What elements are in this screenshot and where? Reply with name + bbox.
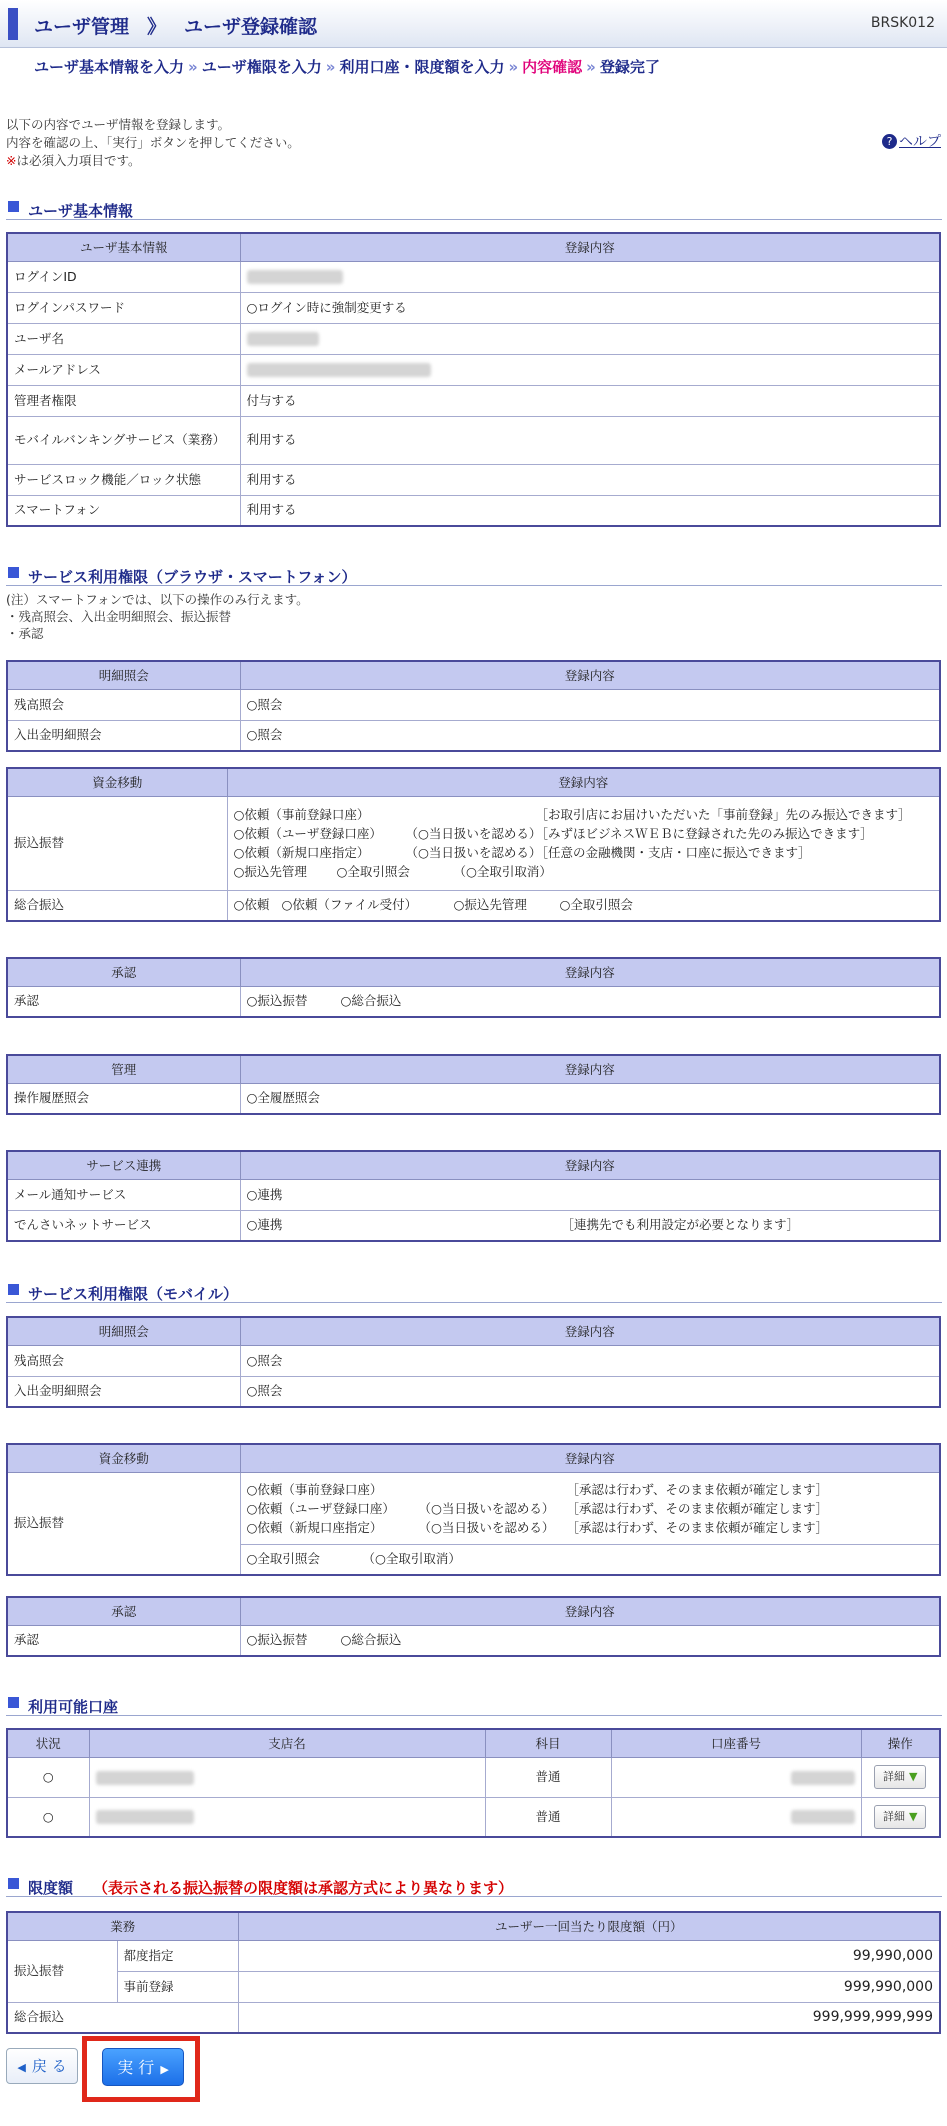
smartphone-note: (注）スマートフォンでは、以下の操作のみ行えます。 ・残高照会、入出金明細照会、振込振替 ・承認 [6, 592, 309, 641]
branch-name [89, 1797, 485, 1837]
table-header: 登録内容 [240, 1317, 940, 1345]
option-note: ［承認は行わず、そのまま依頼が確定します］ [566, 1481, 829, 1497]
option-text: ○振込振替 [246, 993, 308, 1009]
intro-line-1: 以下の内容でユーザ情報を登録します。 [6, 117, 231, 132]
table-row [7, 1083, 940, 1114]
row-label: メールアドレス [7, 354, 240, 385]
row-label: 振込振替 [7, 796, 227, 890]
table-row [7, 720, 940, 751]
row-value: 利用する [240, 464, 940, 495]
row-label: 承認 [7, 986, 240, 1017]
renkei-value [240, 1210, 940, 1241]
table-header: 登録内容 [240, 661, 940, 689]
section-limits [6, 1873, 942, 1897]
account-status: ○ [7, 1797, 89, 1837]
table-row [7, 1625, 940, 1656]
section-square-icon [8, 201, 19, 212]
table-header: 登録内容 [240, 1055, 940, 1083]
step-indicator [34, 56, 660, 77]
table-header: サービス連携 [7, 1151, 240, 1179]
login-id-value [240, 261, 940, 292]
table-row [7, 986, 940, 1017]
execute-label: 実 行 [117, 2058, 155, 2077]
row-value: ○照会 [240, 720, 940, 751]
table-row [7, 796, 940, 890]
detail-label: 詳細 [883, 1809, 906, 1823]
table-row [7, 292, 940, 323]
row-label: でんさいネットサービス [7, 1210, 240, 1241]
option-note: ［承認は行わず、そのまま依頼が確定します］ [566, 1519, 829, 1535]
step-5: 登録完了 [599, 58, 660, 76]
table-row [7, 1472, 940, 1544]
step-1: ユーザ基本情報を入力 [34, 58, 185, 76]
table-header: 明細照会 [7, 1317, 240, 1345]
section-title: サービス利用権限（モバイル） [28, 1285, 239, 1303]
page-title [34, 12, 317, 39]
browser-meisai-table [6, 660, 941, 752]
table-row [7, 416, 940, 464]
row-label: 入出金明細照会 [7, 1376, 240, 1407]
redacted-value [96, 1771, 194, 1785]
help-label: ヘルプ [899, 134, 941, 150]
table-row [7, 1797, 940, 1837]
execute-button[interactable] [102, 2048, 184, 2086]
table-header: 管理 [7, 1055, 240, 1083]
option-note: ［みずほビジネスＷＥＢに登録された先のみ振込できます］ [535, 826, 873, 841]
redacted-value [247, 270, 343, 284]
table-row [7, 890, 940, 921]
row-label: 入出金明細照会 [7, 720, 240, 751]
table-header: 登録内容 [240, 958, 940, 986]
accounts-table [6, 1728, 941, 1838]
branch-name [89, 1757, 485, 1797]
mobile-shonin-table [6, 1596, 941, 1657]
row-label: サービスロック機能／ロック状態 [7, 464, 240, 495]
limits-warning: （表示される振込振替の限度額は承認方式により異なります） [93, 1879, 514, 1897]
row-label: ユーザ名 [7, 323, 240, 354]
user-name-value [240, 323, 940, 354]
limit-value: 999,999,999,999 [238, 2002, 940, 2033]
step-arrow-icon: » [188, 58, 198, 76]
table-header: 登録内容 [227, 768, 940, 796]
redacted-value [96, 1810, 194, 1824]
row-value: ○照会 [240, 689, 940, 720]
step-arrow-icon: » [325, 58, 336, 76]
option-text: ○振込先管理 [453, 897, 527, 913]
required-mark: ※ [6, 153, 17, 168]
option-text: （○全取引取消） [362, 1551, 461, 1567]
section-title: サービス利用権限（ブラウザ・スマートフォン） [28, 568, 357, 586]
row-value: ○連携 [240, 1179, 940, 1210]
option-text: ○依頼（ユーザ登録口座） [246, 1500, 395, 1516]
table-header: 登録内容 [240, 1151, 940, 1179]
table-row [7, 1971, 940, 2002]
required-note: は必須入力項目です。 [16, 153, 141, 168]
limit-value: 99,990,000 [238, 1940, 940, 1971]
left-arrow-icon: ◀ [17, 2061, 26, 2074]
mobile-meisai-table [6, 1316, 941, 1408]
section-basic-info [6, 196, 942, 220]
row-note: ［連携先でも利用設定が必要となります］ [561, 1217, 800, 1233]
option-text: ○依頼（事前登録口座） [246, 1481, 383, 1497]
step-arrow-icon: » [508, 58, 519, 76]
mobile-furikomi-extra [240, 1544, 940, 1575]
table-row [7, 385, 940, 416]
header-accent-bar [8, 8, 18, 40]
step-arrow-icon: » [586, 58, 596, 76]
table-row [7, 1757, 940, 1797]
table-header: 明細照会 [7, 661, 240, 689]
account-status: ○ [7, 1757, 89, 1797]
table-row [7, 354, 940, 385]
table-header: ユーザー一回当たり限度額（円） [238, 1912, 940, 1940]
dropdown-triangle-icon: ▼ [909, 1809, 918, 1823]
option-text: ○全取引照会 [336, 864, 410, 879]
table-header: 登録内容 [240, 233, 940, 261]
table-header: 承認 [7, 1597, 240, 1625]
intro-line-2: 内容を確認の上、「実行」ボタンを押してください。 [6, 135, 300, 150]
table-row [7, 1376, 940, 1407]
option-text: （○全取引取消） [453, 864, 552, 879]
account-type: 普通 [485, 1757, 611, 1797]
table-row [7, 1179, 940, 1210]
row-value: ○連携 [246, 1217, 283, 1233]
row-label: 振込振替 [7, 1472, 240, 1575]
table-header: 口座番号 [611, 1729, 861, 1757]
step-4-current: 内容確認 [522, 58, 583, 76]
limits-table [6, 1911, 941, 2034]
sogo-options [227, 890, 940, 921]
screen-code: BRSK012 [870, 15, 935, 31]
row-sublabel: 都度指定 [117, 1940, 238, 1971]
table-row [7, 1210, 940, 1241]
row-label: 承認 [7, 1625, 240, 1656]
detail-button[interactable] [874, 1805, 926, 1829]
row-value: ○全履歴照会 [240, 1083, 940, 1114]
section-square-icon [8, 1697, 19, 1708]
row-label: 管理者権限 [7, 385, 240, 416]
header-subtitle: ユーザ登録確認 [184, 16, 318, 38]
option-text: ○依頼（事前登録口座） [233, 807, 370, 822]
row-label: 振込振替 [7, 1940, 117, 2002]
limit-value: 999,990,000 [238, 1971, 940, 2002]
option-text: （○当日扱いを認める） [405, 826, 542, 841]
row-label: 操作履歴照会 [7, 1083, 240, 1114]
row-label: モバイルバンキングサービス（業務） [7, 416, 240, 464]
basic-info-table [6, 232, 941, 527]
section-title: 利用可能口座 [28, 1698, 119, 1716]
section-mobile-permissions [6, 1279, 942, 1303]
table-row [7, 464, 940, 495]
account-type: 普通 [485, 1797, 611, 1837]
help-link[interactable] [882, 131, 941, 151]
redacted-value [247, 363, 431, 377]
option-text: ○依頼（ファイル受付） [281, 897, 418, 913]
row-sublabel: 事前登録 [117, 1971, 238, 2002]
table-row [7, 261, 940, 292]
account-number [611, 1757, 861, 1797]
option-text: ○総合振込 [340, 1632, 402, 1648]
table-row [7, 323, 940, 354]
option-text: ○依頼（新規口座指定） [233, 845, 370, 860]
row-label: 総合振込 [7, 2002, 238, 2033]
row-label: ログインID [7, 261, 240, 292]
table-header: ユーザ基本情報 [7, 233, 240, 261]
redacted-value [791, 1771, 855, 1785]
redacted-value [247, 332, 319, 346]
browser-shikin-table [6, 767, 941, 922]
shonin-options [240, 1625, 940, 1656]
table-row [7, 2002, 940, 2033]
option-text: ○全取引照会 [246, 1551, 320, 1567]
redacted-value [791, 1810, 855, 1824]
account-action [861, 1757, 940, 1797]
option-note: ［承認は行わず、そのまま依頼が確定します］ [566, 1500, 829, 1516]
limits-title: 限度額 [28, 1879, 74, 1897]
mobile-furikomi-options [240, 1472, 940, 1544]
help-icon: ? [882, 134, 897, 149]
option-text: ○全取引照会 [559, 897, 633, 913]
option-text: ○総合振込 [340, 993, 402, 1009]
row-label: ログインパスワード [7, 292, 240, 323]
table-header: 操作 [861, 1729, 940, 1757]
shonin-options [240, 986, 940, 1017]
table-header: 承認 [7, 958, 240, 986]
intro-text [6, 116, 300, 170]
account-number [611, 1797, 861, 1837]
row-label: 残高照会 [7, 1345, 240, 1376]
option-text: ○依頼 [233, 897, 270, 913]
back-label: 戻 る [31, 2057, 67, 2075]
row-value: 利用する [240, 416, 940, 464]
row-label: 残高照会 [7, 689, 240, 720]
browser-shonin-table [6, 957, 941, 1018]
row-label: スマートフォン [7, 495, 240, 526]
table-header: 科目 [485, 1729, 611, 1757]
table-row [7, 495, 940, 526]
row-value: ○ログイン時に強制変更する [240, 292, 940, 323]
header-title: ユーザ管理 [34, 16, 130, 38]
step-2: ユーザ権限を入力 [201, 58, 322, 76]
section-accounts [6, 1692, 942, 1716]
table-header: 業務 [7, 1912, 238, 1940]
option-text: （○当日扱いを認める） [418, 1519, 555, 1535]
table-header: 状況 [7, 1729, 89, 1757]
table-header: 資金移動 [7, 768, 227, 796]
row-label: 総合振込 [7, 890, 227, 921]
back-button[interactable] [6, 2048, 78, 2084]
section-square-icon [8, 1878, 19, 1889]
table-row [7, 1940, 940, 1971]
section-title: ユーザ基本情報 [28, 202, 134, 220]
dropdown-triangle-icon: ▼ [909, 1770, 918, 1783]
account-action [861, 1797, 940, 1837]
table-header: 資金移動 [7, 1444, 240, 1472]
section-browser-permissions [6, 562, 942, 586]
table-header: 支店名 [89, 1729, 485, 1757]
furikomi-options [227, 796, 940, 890]
email-value [240, 354, 940, 385]
option-text [419, 1480, 567, 1499]
mobile-shikin-table [6, 1443, 941, 1576]
right-arrow-icon: ▶ [160, 2063, 169, 2076]
table-header: 登録内容 [240, 1444, 940, 1472]
option-note: ［お取引店にお届けいただいた「事前登録」先のみ振込できます］ [535, 807, 911, 822]
browser-renkei-table [6, 1150, 941, 1242]
step-3: 利用口座・限度額を入力 [339, 58, 505, 76]
row-label: メール通知サービス [7, 1179, 240, 1210]
row-value: 付与する [240, 385, 940, 416]
table-row [7, 1345, 940, 1376]
page-header [0, 0, 947, 48]
option-text: ○振込先管理 [233, 864, 307, 879]
table-row [7, 689, 940, 720]
row-value: ○照会 [240, 1345, 940, 1376]
option-text: （○当日扱いを認める） [418, 1500, 555, 1516]
option-text: （○当日扱いを認める） [405, 845, 542, 860]
table-header: 登録内容 [240, 1597, 940, 1625]
row-value: 利用する [240, 495, 940, 526]
detail-label: 詳細 [883, 1770, 906, 1783]
detail-button[interactable] [874, 1765, 926, 1789]
section-square-icon [8, 1284, 19, 1295]
section-title [28, 1877, 513, 1898]
row-value: ○照会 [240, 1376, 940, 1407]
option-note: ［任意の金融機関・支店・口座に振込できます］ [535, 845, 811, 860]
browser-kanri-table [6, 1054, 941, 1115]
option-text: ○依頼（新規口座指定） [246, 1519, 383, 1535]
section-square-icon [8, 567, 19, 578]
option-text: ○依頼（ユーザ登録口座） [233, 826, 382, 841]
option-text: ○振込振替 [246, 1632, 308, 1648]
header-separator: 》 [147, 16, 167, 38]
option-text [406, 805, 536, 824]
